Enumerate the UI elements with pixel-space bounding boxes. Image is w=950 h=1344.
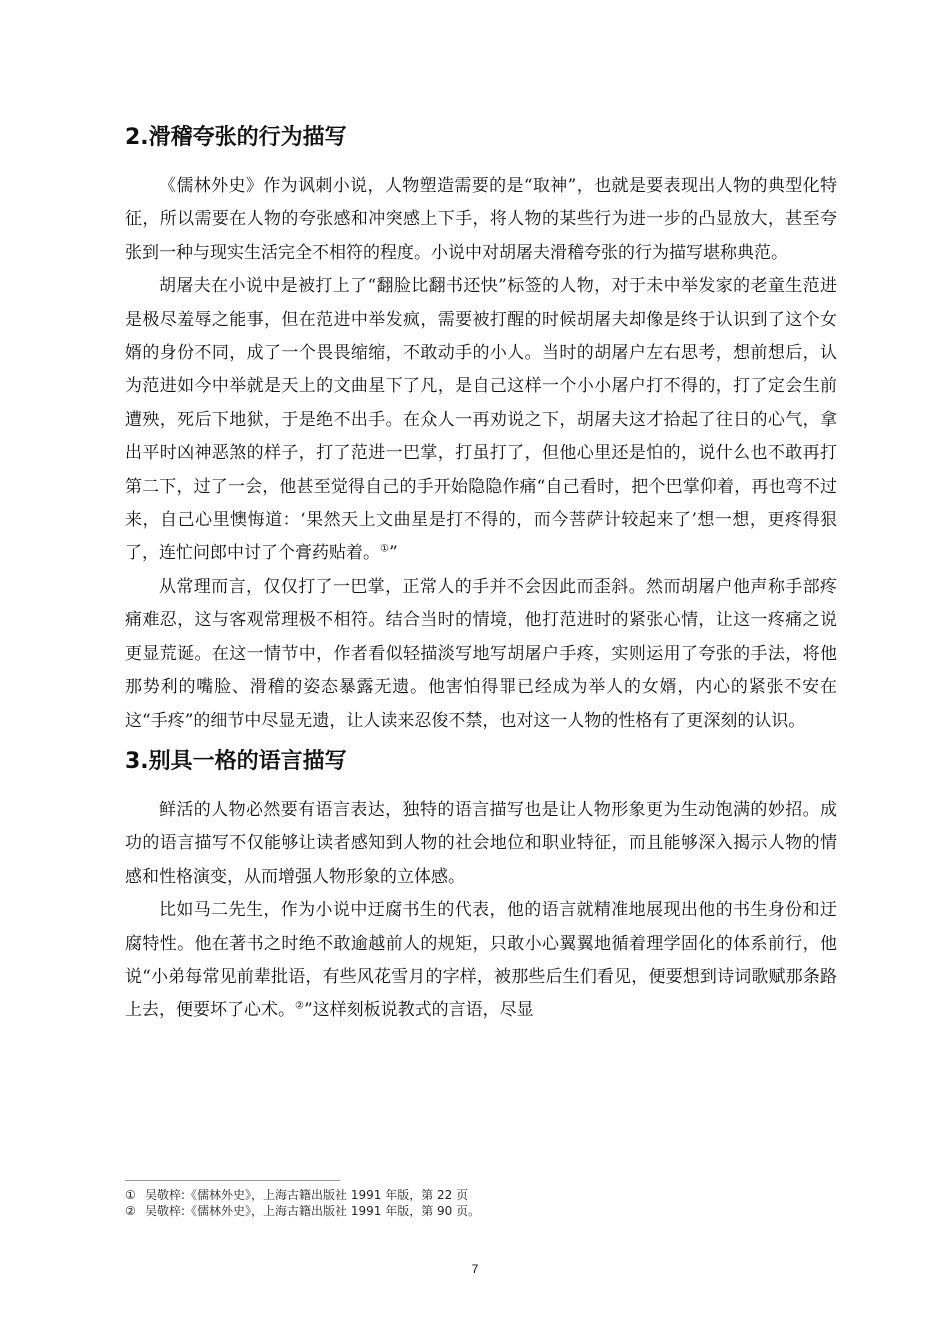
footnotes xyxy=(125,1180,837,1219)
footnote xyxy=(125,1203,837,1219)
footnote-mark: ② xyxy=(125,1204,136,1218)
section-heading-3: 3.别具一格的语言描写 xyxy=(125,748,347,774)
footnote-ref[interactable]: ② xyxy=(295,1000,304,1012)
paragraph: 从常理而言，仅仅打了一巴掌，正常人的手并不会因此而歪斜。然而胡屠户他声称手部疼痛难忍，这与客观常理极不相符。结合当时的情境，他打范进时的紧张心情，让这一疼痛之说更显荒诞。在这一情节中，作者看似轻描淡写地写胡屠户手疼，实则运用了夸张的手法，将他那势利的嘴脸、滑稽的姿态暴露无遗。他害怕得罪已经成为举人的女婿，内心的紧张不安在这“手疼”的细节中尽显无遗，让人读来忍俊不禁，也对这一人物的性格有了更深刻的认识。 xyxy=(125,576,837,731)
footnote xyxy=(125,1187,837,1203)
paragraph: 《儒林外史》作为讽刺小说，人物塑造需要的是“取神”，也就是要表现出人物的典型化特征，所以需要在人物的夸张感和冲突感上下手，将人物的某些行为进一步的凸显放大，甚至夸张到一种与现实生活完全不相符的程度。小说中对胡屠夫滑稽夸张的行为描写堪称典范。 xyxy=(125,176,837,263)
section-heading-2: 2.滑稽夸张的行为描写 xyxy=(125,125,347,150)
footnote-ref[interactable]: ① xyxy=(380,543,389,555)
paragraph-tail: ”这样刻板说教式的言语，尽显 xyxy=(303,1000,534,1021)
footnote-divider xyxy=(125,1180,340,1181)
paragraph xyxy=(125,894,837,1028)
body-text xyxy=(125,118,837,1028)
paragraph-text: 比如马二先生，作为小说中迂腐书生的代表，他的语言就精准地展现出他的书生身份和迂腐特性。他在著书之时绝不敢逾越前人的规矩，只敢小心翼翼地循着理学固化的体系前行，他说“小弟每常见前辈批语，有些风花雪月的字样，被那些后生们看见，便要想到诗词歌赋那条路上去，便要坏了心术。 xyxy=(125,900,837,1021)
footnote-text: 吴敬梓:《儒林外史》，上海古籍出版社 1991 年版，第 90 页。 xyxy=(145,1204,481,1218)
paragraph: 鲜活的人物必然要有语言表达，独特的语言描写也是让人物形象更为生动饱满的妙招。成功的语言描写不仅能够让读者感知到人物的社会地位和职业特征，而且能够深入揭示人物的情感和性格演变，从而增强人物形象的立体感。 xyxy=(125,799,837,887)
paragraph xyxy=(125,270,837,571)
page-number: 7 xyxy=(471,1262,479,1276)
paragraph-tail: ” xyxy=(388,543,398,564)
paragraph-text: 胡屠夫在小说中是被打上了“翻脸比翻书还快”标签的人物，对于未中举发家的老童生范进是极尽羞辱之能事，但在范进中举发疯，需要被打醒的时候胡屠夫却像是终于认识到了这个女婿的身份不同，成了一个畏畏缩缩，不敢动手的小人。当时的胡屠户左右思考，想前想后，认为范进如今中举就是天上的文曲星下了凡，是自己这样一个小小屠户打不得的，打了定会生前遭殃，死后下地狱，于是绝不出手。在众人一再劝说之下，胡屠夫这才拾起了往日的心气，拿出平时凶神恶煞的样子，打了范进一巴掌，打虽打了，但他心里还是怕的，说什么也不敢再打第二下，过了一会，他甚至觉得自己的手开始隐隐作痛“自己看时，把个巴掌仰着，再也弯不过来，自己心里懊悔道：‘果然天上文曲星是打不得的，而今菩萨计较起来了’想一想，更疼得狠了，连忙问郎中讨了个膏药贴着。 xyxy=(125,276,837,564)
footnote-mark: ① xyxy=(125,1188,136,1202)
footnote-text: 吴敬梓:《儒林外史》，上海古籍出版社 1991 年版，第 22 页 xyxy=(145,1188,469,1202)
